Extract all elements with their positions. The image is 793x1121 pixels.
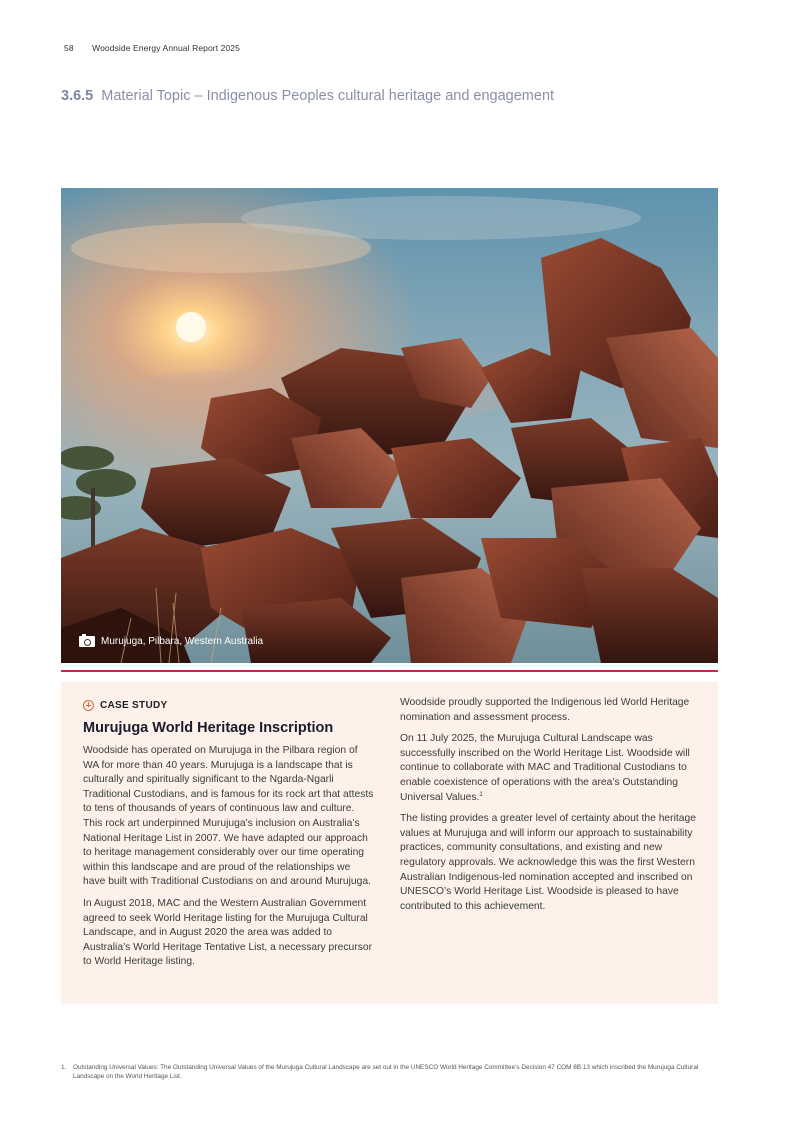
page-number: 58 [64, 43, 74, 53]
case-study-title: Murujuga World Heritage Inscription [83, 720, 334, 736]
case-study-paragraph-4 [400, 732, 700, 805]
rock-landscape-illustration [61, 188, 718, 663]
section-title [61, 88, 554, 104]
case-study-right-column [400, 696, 700, 921]
accent-divider [61, 670, 718, 672]
landscape-photo [61, 188, 718, 663]
case-study-left-column [83, 697, 375, 977]
paragraph-4-text: On 11 July 2025, the Murujuga Cultural Landscape was successfully inscribed on the World Heritage List. Woodside will continue to collaborate with MAC and Traditional Custodians to enable coexistence of operations with the area’s Outstanding Universal Values. [400, 733, 690, 803]
footnote-text: Outstanding Universal Values: The Outstanding Universal Values of the Murujuga Cultural Landscape are set out in the UNESCO World Heritage Committee’s Decision 47 COM 8B.13 which inscribed the Murujuga Cultural Landscape on the World Heritage List. [73, 1064, 699, 1080]
footnote-ref: 1 [479, 791, 483, 798]
case-study-label-text: CASE STUDY [100, 699, 168, 711]
case-study-paragraph-3: Woodside proudly supported the Indigenous led World Heritage nomination and assessment process. [400, 697, 690, 723]
case-study-paragraph-5: The listing provides a greater level of certainty about the heritage values at Murujuga and will inform our approach to sustainability practices, community consultations, and existing and new regulatory approvals. We acknowledge this was the first Western Australian Indigenous-led nomination accepted and inscribed on UNESCO’s World Heritage List. Woodside is pleased to have contributed to this achievement. [400, 813, 696, 912]
footnote-number: 1. [61, 1064, 67, 1071]
camera-icon [79, 636, 95, 647]
case-study-paragraph-1: Woodside has operated on Murujuga in the Pilbara region of WA for more than 40 years. Murujuga is a landscape that is culturally and spiritually significant to the Ngarda-Ngarli Traditional Custodians, and is famous for its rock art that attests to tens of thousands of years of continuous law and culture. This rock art underpinned Murujuga’s inclusion on Australia’s National Heritage List in 2007. We have adapted our approach to heritage management considerably over our time operating within this landscape and are proud of the relationships we have built with Traditional Custodians on and around Murujuga. [83, 745, 374, 888]
case-study-paragraph-2: In August 2018, MAC and the Western Australian Government agreed to seek World Heritage listing for the Murujuga Cultural Landscape, and in August 2020 the area was added to Australia’s World Heritage Tentative List, a necessary precursor to World Heritage listing. [83, 897, 373, 968]
case-study-label [83, 697, 375, 713]
footnote [61, 1064, 721, 1081]
case-study-box [61, 682, 718, 1004]
page-header [64, 43, 240, 53]
section-number: 3.6.5 [61, 88, 94, 104]
photo-caption-text: Murujuga, Pilbara, Western Australia [101, 636, 264, 647]
section-title-text: Material Topic – Indigenous Peoples cultural heritage and engagement [101, 88, 555, 104]
photo-caption [79, 636, 263, 647]
report-title: Woodside Energy Annual Report 2025 [92, 43, 240, 53]
plus-circle-icon [83, 700, 94, 711]
